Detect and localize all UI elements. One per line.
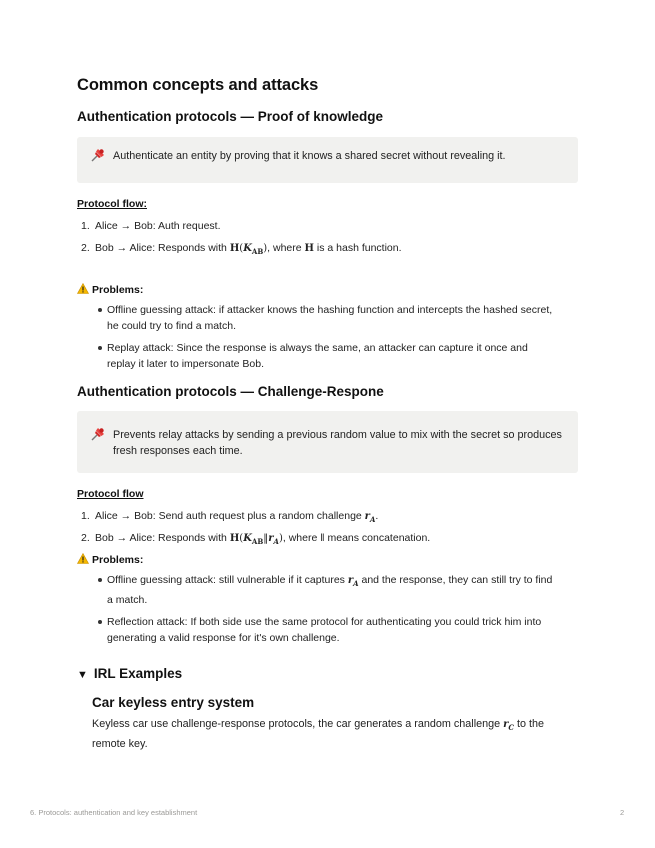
callout-text: Authenticate an entity by proving that it knows a shared secret without revealing it. [113, 150, 506, 162]
pushpin-icon [89, 425, 107, 443]
footer-title: 6. Protocols: authentication and key establishment [30, 808, 198, 817]
warning-icon [77, 553, 89, 564]
list-item: 2. Bob → Alice: Responds with $H(K_{AB}‖r_A)$, where ‖ means concatenation. [81, 532, 431, 546]
warning-icon [77, 283, 89, 294]
list-item: Reflection attack: If both side use the same protocol for authenticating you could trick him into generating a valid response for it's own challenge. [77, 614, 557, 646]
callout-proof-of-knowledge [77, 137, 578, 183]
math-expression: $H(K_{AB}‖r_A)$ [229, 533, 283, 546]
page-number: 2 [620, 808, 625, 817]
section-heading-challenge-response: Authentication protocols — Challenge-Respone [77, 384, 384, 399]
triangle-down-icon: ▼ [77, 669, 88, 681]
page-title: Common concepts and attacks [77, 76, 319, 94]
callout-challenge-response [77, 411, 578, 473]
irl-examples-toggle[interactable]: ▼ IRL Examples [77, 666, 183, 681]
callout-text: Prevents relay attacks by sending a previous random value to mix with the secret so produces fresh responses each time. [113, 429, 562, 457]
list-item: Replay attack: Since the response is always the same, an attacker can capture it once and replay it later to impersonate Bob. [77, 340, 557, 372]
problems-label: Problems: [77, 553, 143, 566]
problems-label: Problems: [77, 283, 143, 296]
math-expression: $r_A$ [364, 511, 376, 524]
car-keyless-heading: Car keyless entry system [92, 695, 255, 710]
math-expression: $H(K_{AB})$ [229, 243, 268, 256]
pushpin-icon [89, 146, 107, 164]
list-item: 1. Alice → Bob: Auth request. [81, 220, 221, 232]
section-heading-proof-of-knowledge: Authentication protocols — Proof of knowledge [77, 109, 383, 124]
list-item: 1. Alice → Bob: Send auth request plus a random challenge $r_A$. [81, 510, 379, 524]
car-keyless-paragraph: Keyless car use challenge-response protocols, the car generates a random challenge $r_C$ to the remote key. [92, 718, 544, 750]
problems-list [77, 572, 557, 652]
list-item: 2. Bob → Alice: Responds with $H(K_{AB})$, where H is a hash function. [81, 242, 402, 256]
protocol-steps-list [77, 509, 430, 553]
protocol-flow-label: Protocol flow [77, 488, 144, 500]
list-item: Offline guessing attack: still vulnerable if it captures $r_A$ and the response, they can still try to find a match. [77, 572, 557, 608]
protocol-steps-list [77, 219, 402, 263]
problems-list [77, 302, 557, 378]
list-item: Offline guessing attack: if attacker knows the hashing function and intercepts the hashed secret, he could try to find a match. [77, 302, 557, 334]
protocol-flow-label: Protocol flow: [77, 198, 147, 210]
